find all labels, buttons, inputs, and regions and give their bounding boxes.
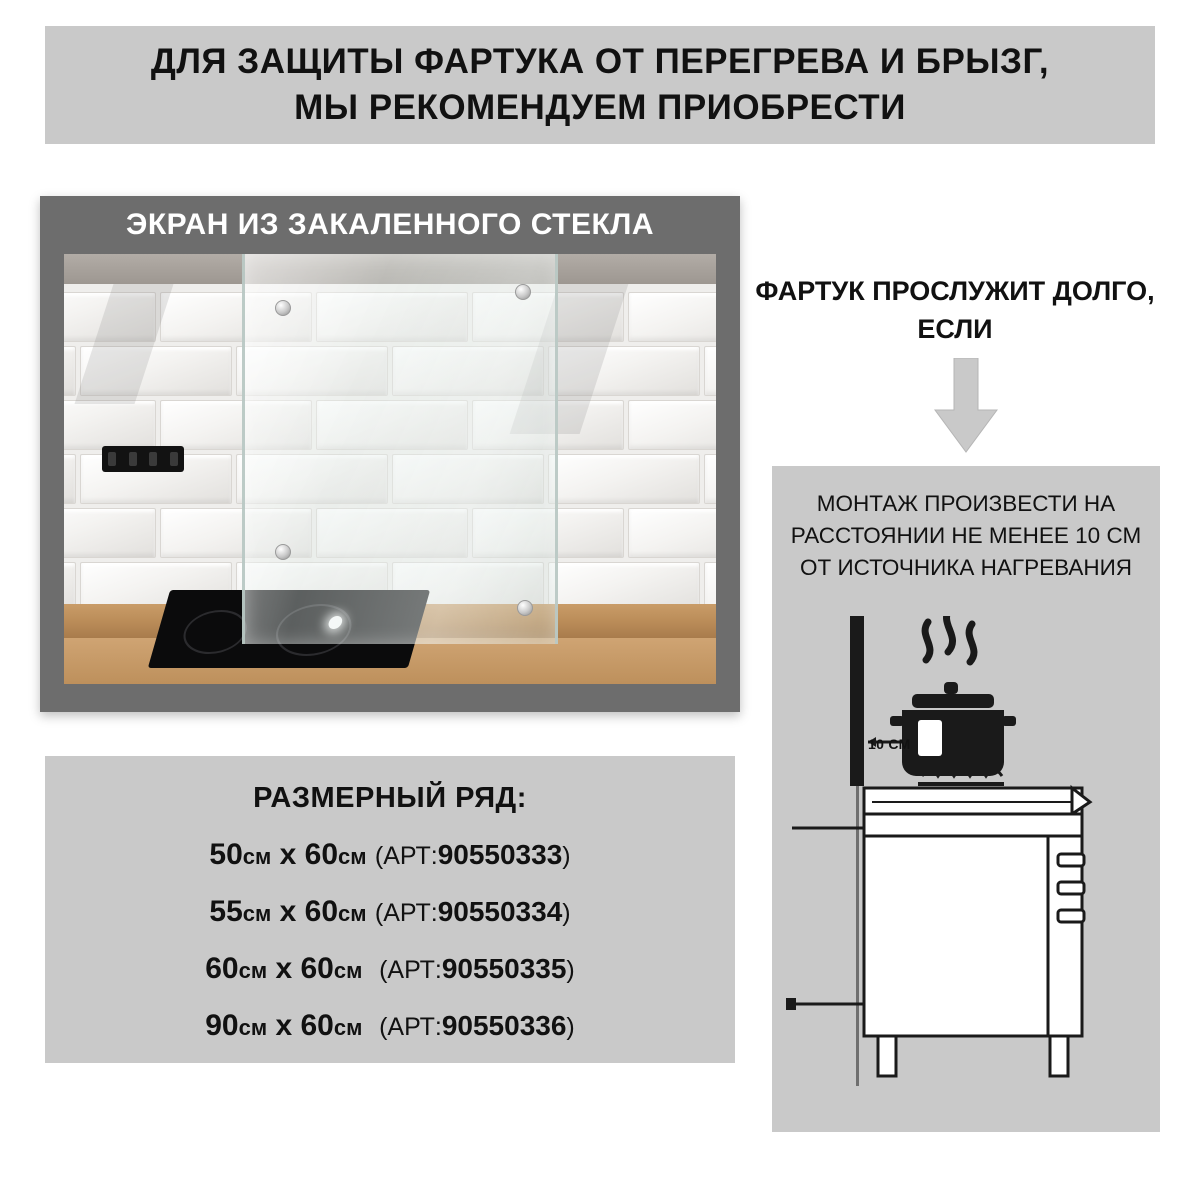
size-width-unit: см — [238, 958, 268, 983]
art-number: 90550334 — [437, 896, 563, 927]
note-line-2: РАССТОЯНИИ НЕ МЕНЕЕ 10 СМ — [790, 523, 1142, 548]
art-number: 90550333 — [437, 839, 563, 870]
size-range-title: РАЗМЕРНЫЙ РЯД: — [253, 782, 527, 814]
photo-caption: ЭКРАН ИЗ ЗАКАЛЕННОГО СТЕКЛА — [126, 208, 654, 241]
size-width-unit: см — [242, 901, 272, 926]
size-height-unit: см — [333, 958, 363, 983]
art-close: ) — [566, 1013, 575, 1041]
kitchen-photo — [64, 254, 716, 684]
size-row — [45, 1009, 735, 1043]
size-height-unit: см — [338, 901, 367, 926]
size-width-unit: см — [238, 1015, 268, 1040]
art-number: 90550336 — [441, 1010, 567, 1041]
banner-line-1: ДЛЯ ЗАЩИТЫ ФАРТУКА ОТ ПЕРЕГРЕВА И БРЫЗГ, — [150, 42, 1050, 81]
size-separator: х — [275, 952, 293, 985]
note-line-1: МОНТАЖ ПРОИЗВЕСТИ НА — [816, 491, 1116, 516]
size-width-unit: см — [242, 844, 272, 869]
size-row — [45, 838, 735, 872]
size-row — [45, 895, 735, 929]
size-separator: х — [279, 838, 297, 871]
art-label: (АРТ: — [379, 956, 442, 984]
size-height: 60 — [300, 952, 334, 985]
note-line-3: ОТ ИСТОЧНИКА НАГРЕВАНИЯ — [799, 555, 1133, 580]
size-width: 55 — [209, 895, 243, 928]
tempered-glass-screen — [242, 254, 558, 644]
size-separator: х — [275, 1009, 293, 1042]
art-close: ) — [562, 899, 571, 927]
size-height: 60 — [300, 1009, 334, 1042]
size-height-unit: см — [333, 1015, 363, 1040]
right-heading-line-2: ЕСЛИ — [917, 314, 993, 344]
down-arrow-icon — [933, 358, 999, 454]
size-range-card — [45, 756, 735, 1063]
right-heading-line-1: ФАРТУК ПРОСЛУЖИТ ДОЛГО, — [755, 276, 1155, 306]
distance-label: 10 СМ — [868, 736, 911, 752]
art-number: 90550335 — [441, 953, 567, 984]
size-height: 60 — [304, 895, 339, 928]
art-label: (АРТ: — [379, 1013, 442, 1041]
size-separator: х — [279, 895, 297, 928]
size-width: 60 — [205, 952, 239, 985]
top-banner — [45, 26, 1155, 144]
installation-note-card — [772, 466, 1160, 1132]
size-row — [45, 952, 735, 986]
banner-line-2: МЫ РЕКОМЕНДУЕМ ПРИОБРЕСТИ — [294, 88, 906, 127]
product-photo-card — [40, 196, 740, 712]
stove-side-view-diagram — [772, 616, 1160, 1116]
art-label: (АРТ: — [374, 899, 438, 927]
installation-note — [786, 488, 1146, 584]
right-heading — [745, 272, 1165, 348]
art-close: ) — [566, 956, 575, 984]
size-width: 50 — [209, 838, 243, 871]
size-width: 90 — [205, 1009, 239, 1042]
size-height-unit: см — [338, 844, 367, 869]
art-close: ) — [562, 842, 571, 870]
art-label: (АРТ: — [374, 842, 438, 870]
wall-sockets — [102, 446, 184, 472]
size-height: 60 — [304, 838, 339, 871]
